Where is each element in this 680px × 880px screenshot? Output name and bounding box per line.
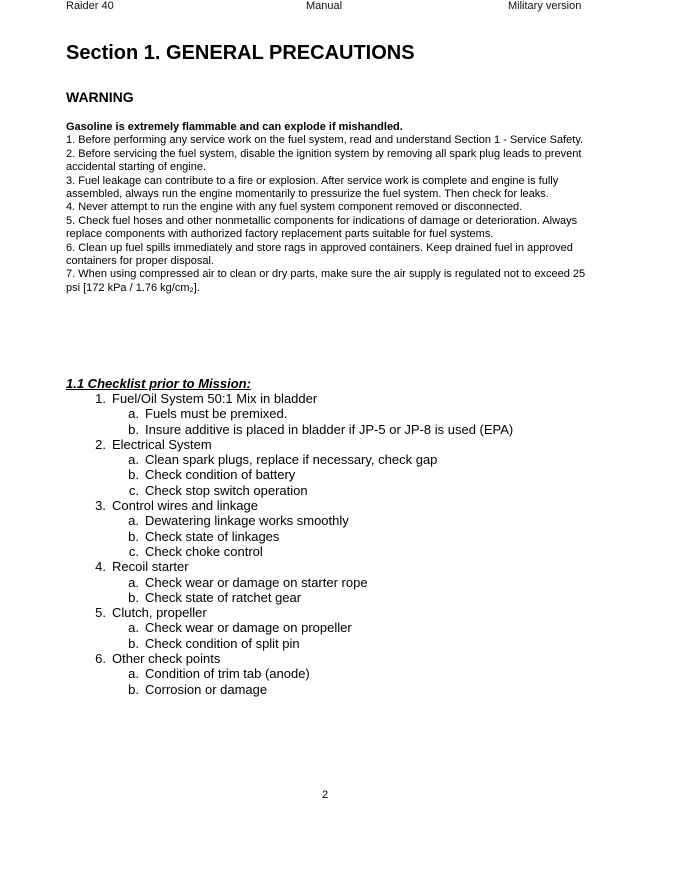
checklist-title: 1.1 Checklist prior to Mission: [66,376,251,391]
checklist-subitem [66,452,586,467]
subitem-text: Check state of ratchet gear [145,589,302,605]
header-version: Military version [508,0,582,12]
subitem-text: Dewatering linkage works smoothly [145,513,349,529]
warning-lead: Gasoline is extremely flammable and can explode if mishandled. [66,121,403,133]
subitem-letter: a. [128,666,139,682]
warning-item: 6. Clean up fuel spills immediately and store rags in approved containers. Keep drained fuel in approved containers for proper disposal. [66,241,573,268]
subitem-letter: b. [128,635,139,651]
checklist-subitem [66,422,586,437]
item-number: 1. [95,391,106,406]
subitem-text: Check condition of battery [145,467,296,483]
subitem-letter: a. [128,406,139,422]
item-text: Other check points [112,651,221,667]
checklist-item [66,498,586,513]
checklist [66,391,586,697]
checklist-subitem [66,544,586,559]
warning-item: 1. Before performing any service work on the fuel system, read and understand Section 1 - Service Safety. [66,134,584,147]
subitem-letter: b. [128,589,139,605]
subitem-letter: b. [128,467,139,483]
subitem-text: Check wear or damage on propeller [145,620,352,636]
subitem-letter: a. [128,574,139,590]
subitem-text: Clean spark plugs, replace if necessary, check gap [145,452,438,468]
item-text: Fuel/Oil System 50:1 Mix in bladder [112,391,318,406]
subitem-letter: a. [128,452,139,468]
subitem-letter: c. [128,482,139,498]
page-number: 2 [321,789,329,801]
warning-item: 7. When using compressed air to clean or dry parts, make sure the air supply is regulated not to exceed 25 psi [172 kPa / 1.76 kg/cm₂]. [66,268,586,294]
item-text: Electrical System [112,436,212,452]
header-doc-type: Manual [306,0,343,12]
subitem-text: Fuels must be premixed. [145,406,288,422]
subitem-text: Check state of linkages [145,528,280,544]
warning-item: 5. Check fuel hoses and other nonmetallic components for indications of damage or deterioration. Always replace components with authorized factory replacement parts suitable for fuel systems. [66,214,578,241]
checklist-item [66,559,586,574]
warning-body [66,121,586,295]
checklist-subitem [66,682,586,697]
checklist-subitem [66,620,586,635]
checklist-subitem [66,575,586,590]
subitem-text: Check choke control [145,543,263,559]
warning-item: 3. Fuel leakage can contribute to a fire or explosion. After service work is complete and engine is fully assembled, always run the engine momentarily to pressurize the fuel system. Then check for leaks. [66,174,559,201]
warning-item: 2. Before servicing the fuel system, disable the ignition system by removing all spark plug leads to prevent accidental starting of engine. [66,147,582,174]
checklist-subitem [66,529,586,544]
item-number: 2. [95,436,106,452]
subitem-letter: a. [128,513,139,529]
item-number: 4. [95,559,106,575]
subitem-letter: b. [128,528,139,544]
warning-title: WARNING [66,89,134,105]
section-title: Section 1. GENERAL PRECAUTIONS [66,42,415,64]
checklist-subitem [66,406,586,421]
header-product: Raider 40 [66,0,114,12]
subitem-text: Check condition of split pin [145,635,300,651]
checklist-subitem [66,513,586,528]
item-number: 6. [95,651,106,667]
subitem-letter: a. [128,620,139,636]
subitem-letter: b. [128,421,139,437]
subitem-text: Check stop switch operation [145,482,308,498]
item-number: 5. [95,605,106,621]
checklist-item [66,605,586,620]
warning-item: 4. Never attempt to run the engine with any fuel system component removed or disconnected. [66,201,523,214]
checklist-subitem [66,666,586,681]
subitem-text: Corrosion or damage [145,681,268,697]
item-text: Recoil starter [112,559,189,575]
checklist-subitem [66,636,586,651]
checklist-subitem [66,483,586,498]
checklist-subitem [66,590,586,605]
subitem-letter: c. [128,543,139,559]
checklist-subitem [66,467,586,482]
checklist-item [66,437,586,452]
subitem-text: Condition of trim tab (anode) [145,666,310,682]
checklist-item [66,391,586,406]
item-text: Clutch, propeller [112,605,207,621]
subitem-text: Check wear or damage on starter rope [145,574,368,590]
item-number: 3. [95,498,106,514]
subitem-text: Insure additive is placed in bladder if JP-5 or JP-8 is used (EPA) [145,421,514,437]
checklist-item [66,651,586,666]
subitem-letter: b. [128,681,139,697]
item-text: Control wires and linkage [112,498,258,514]
